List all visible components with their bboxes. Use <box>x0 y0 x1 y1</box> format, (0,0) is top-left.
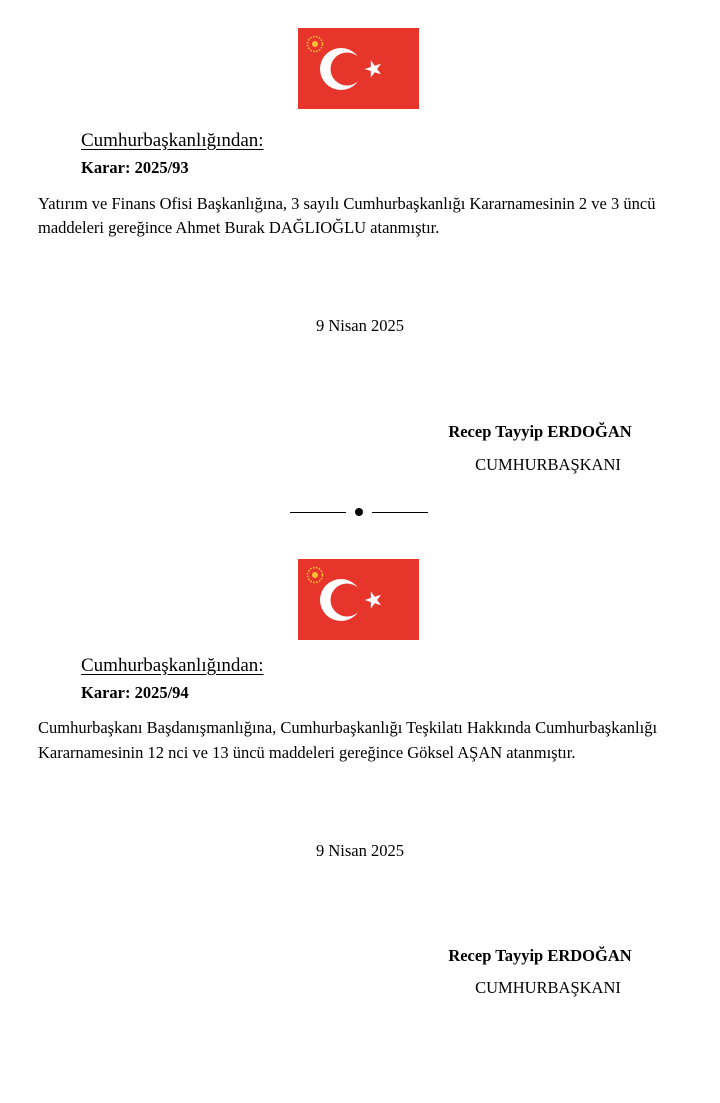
signer-name: Recep Tayyip ERDOĞAN <box>448 422 632 441</box>
separator-bullet-icon <box>355 508 363 516</box>
decision-heading: Cumhurbaşkanlığından: <box>81 130 264 151</box>
separator-line <box>290 512 346 513</box>
decision-body-line: Kararnamesinin 12 nci ve 13 üncü maddeleri gereğince Göksel AŞAN atanmıştır. <box>38 743 576 762</box>
section-separator <box>290 510 430 514</box>
decision-date: 9 Nisan 2025 <box>316 841 404 860</box>
decision-body-line: Yatırım ve Finans Ofisi Başkanlığına, 3 sayılı Cumhurbaşkanlığı Kararnamesinin 2 ve 3 üncü <box>38 194 656 213</box>
decision-heading: Cumhurbaşkanlığından: <box>81 655 264 676</box>
separator-line <box>372 512 428 513</box>
decision-date: 9 Nisan 2025 <box>316 316 404 335</box>
decision-body-line: Cumhurbaşkanı Başdanışmanlığına, Cumhurbaşkanlığı Teşkilatı Hakkında Cumhurbaşkanlığı <box>38 718 658 737</box>
turkish-flag-icon <box>298 28 419 109</box>
signer-title: CUMHURBAŞKANI <box>475 455 621 474</box>
decision-number: Karar: 2025/94 <box>81 683 189 702</box>
turkish-flag-icon <box>298 559 419 640</box>
signer-title: CUMHURBAŞKANI <box>475 978 621 997</box>
decision-body-line: maddeleri gereğince Ahmet Burak DAĞLIOĞLU atanmıştır. <box>38 218 440 237</box>
signer-name: Recep Tayyip ERDOĞAN <box>448 946 632 965</box>
decision-number: Karar: 2025/93 <box>81 158 189 177</box>
